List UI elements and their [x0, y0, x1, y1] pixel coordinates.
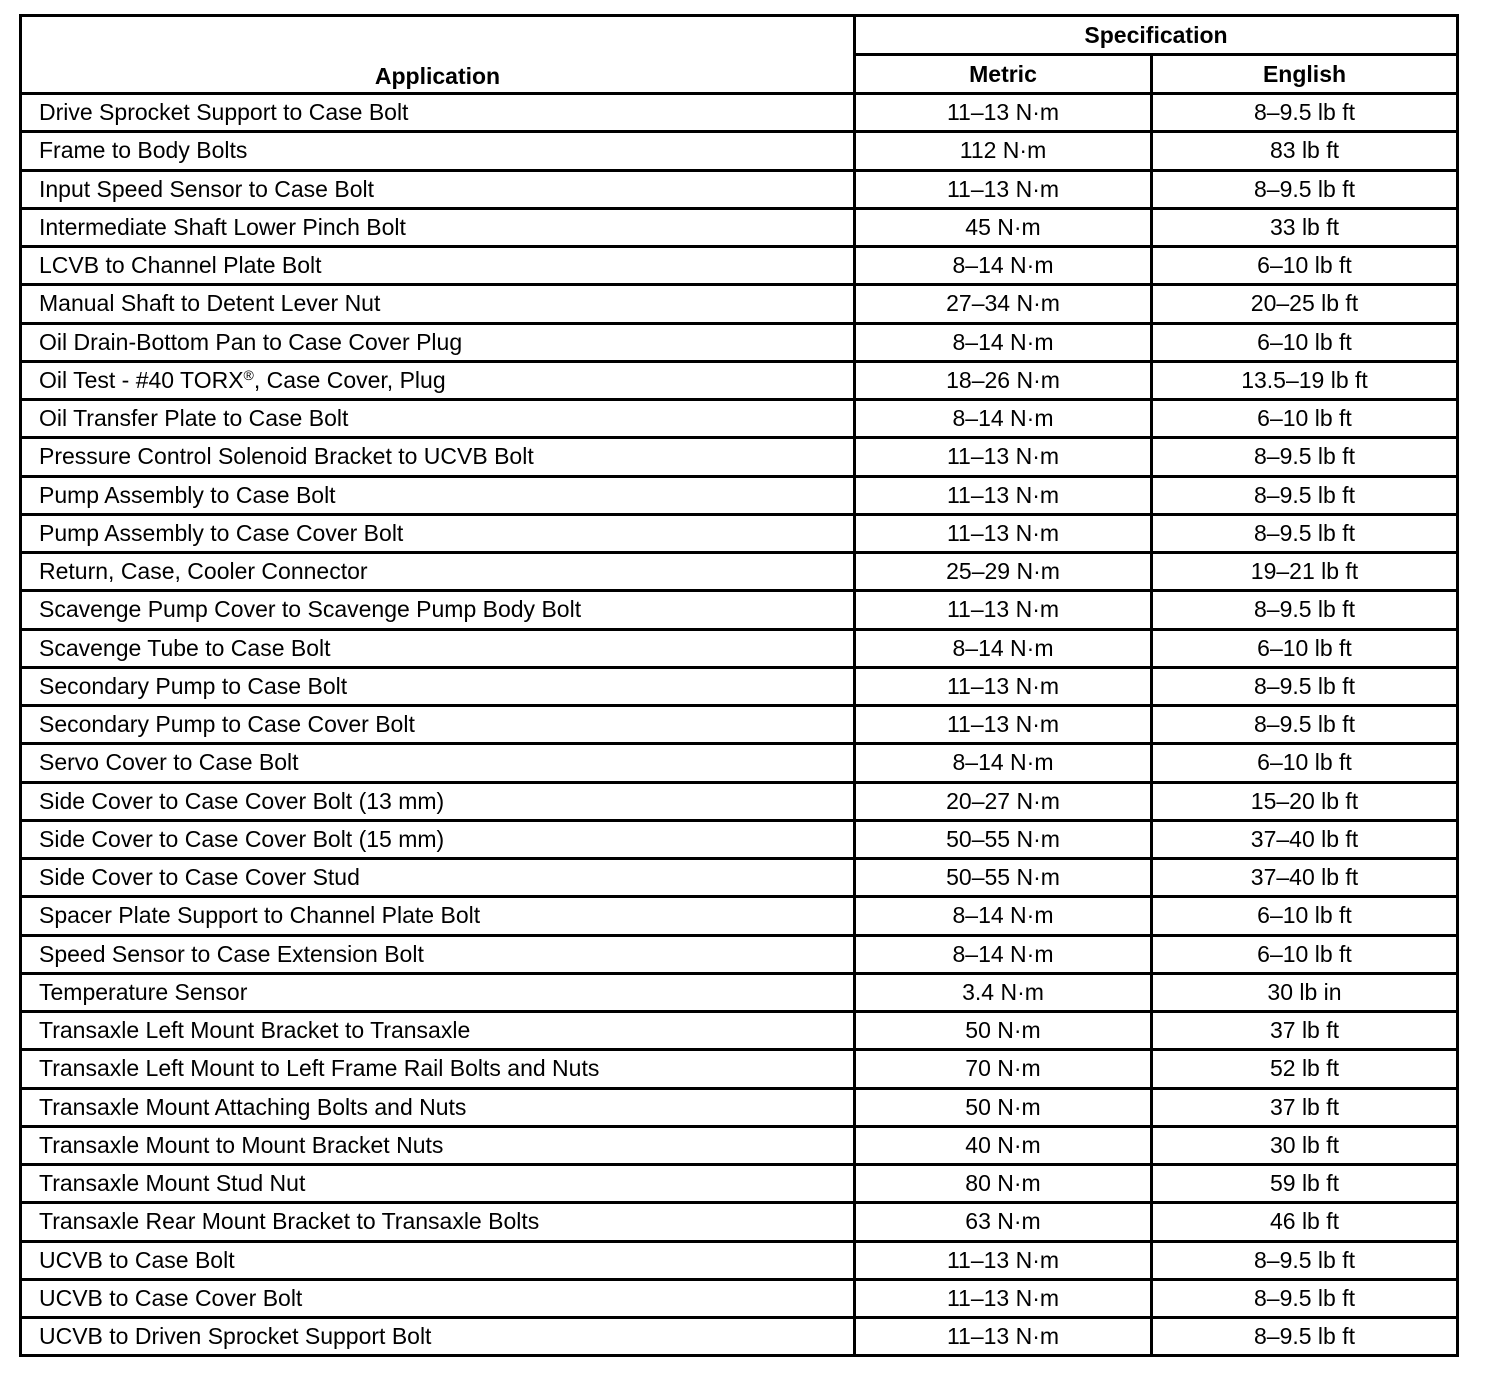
english-value-cell: 8–9.5 lb ft: [1152, 94, 1458, 132]
table-row: [21, 170, 1458, 208]
application-text: Oil Transfer Plate to Case Bolt: [39, 405, 349, 432]
metric-value-cell: 11–13 N·m: [855, 591, 1152, 629]
english-value-cell: 8–9.5 lb ft: [1152, 514, 1458, 552]
metric-value-cell: 27–34 N·m: [855, 285, 1152, 323]
metric-value-cell: 45 N·m: [855, 208, 1152, 246]
application-text: Pump Assembly to Case Cover Bolt: [39, 519, 404, 546]
table-row: [21, 476, 1458, 514]
application-text: UCVB to Case Bolt: [39, 1246, 235, 1273]
metric-value-cell: 11–13 N·m: [855, 706, 1152, 744]
application-text: Transaxle Mount Attaching Bolts and Nuts: [39, 1093, 467, 1120]
table-row: [21, 1241, 1458, 1279]
metric-value-cell: 11–13 N·m: [855, 1279, 1152, 1317]
metric-value-cell: 80 N·m: [855, 1165, 1152, 1203]
application-cell: [21, 1203, 855, 1241]
application-text: Manual Shaft to Detent Lever Nut: [39, 290, 381, 317]
application-text: Frame to Body Bolts: [39, 137, 248, 164]
table-row: [21, 438, 1458, 476]
application-cell: [21, 208, 855, 246]
english-value-cell: 37–40 lb ft: [1152, 820, 1458, 858]
metric-value-cell: 8–14 N·m: [855, 323, 1152, 361]
english-value-cell: 59 lb ft: [1152, 1165, 1458, 1203]
application-cell: [21, 1165, 855, 1203]
english-value-cell: 6–10 lb ft: [1152, 744, 1458, 782]
table-row: [21, 1126, 1458, 1164]
metric-value-cell: 50–55 N·m: [855, 820, 1152, 858]
english-value-cell: 83 lb ft: [1152, 132, 1458, 170]
application-text: UCVB to Case Cover Bolt: [39, 1284, 303, 1311]
table-row: [21, 1012, 1458, 1050]
english-value-cell: 37 lb ft: [1152, 1012, 1458, 1050]
table-row: [21, 400, 1458, 438]
metric-value-cell: 11–13 N·m: [855, 667, 1152, 705]
application-cell: [21, 782, 855, 820]
application-cell: [21, 629, 855, 667]
table-row: [21, 897, 1458, 935]
application-cell: [21, 973, 855, 1011]
column-header-metric: Metric: [855, 55, 1152, 94]
metric-value-cell: 11–13 N·m: [855, 170, 1152, 208]
english-value-cell: 8–9.5 lb ft: [1152, 706, 1458, 744]
application-cell: [21, 285, 855, 323]
english-value-cell: 15–20 lb ft: [1152, 782, 1458, 820]
table-row: [21, 1088, 1458, 1126]
metric-value-cell: 11–13 N·m: [855, 438, 1152, 476]
metric-value-cell: 8–14 N·m: [855, 744, 1152, 782]
application-cell: [21, 323, 855, 361]
application-cell: [21, 400, 855, 438]
metric-value-cell: 63 N·m: [855, 1203, 1152, 1241]
application-cell: [21, 591, 855, 629]
table-row: [21, 859, 1458, 897]
application-text: Pressure Control Solenoid Bracket to UCVB Bolt: [39, 443, 534, 470]
application-cell: [21, 361, 855, 399]
application-cell: [21, 667, 855, 705]
application-cell: [21, 170, 855, 208]
metric-value-cell: 11–13 N·m: [855, 514, 1152, 552]
application-cell: [21, 935, 855, 973]
application-text: Transaxle Mount to Mount Bracket Nuts: [39, 1131, 444, 1158]
application-text: Oil Test - #40 TORX: [39, 366, 244, 393]
application-text: Temperature Sensor: [39, 978, 248, 1005]
application-cell: [21, 1241, 855, 1279]
table-row: [21, 629, 1458, 667]
application-text: Drive Sprocket Support to Case Bolt: [39, 99, 409, 126]
metric-value-cell: 50 N·m: [855, 1012, 1152, 1050]
english-value-cell: 6–10 lb ft: [1152, 400, 1458, 438]
application-text: Transaxle Mount Stud Nut: [39, 1170, 306, 1197]
table-row: [21, 935, 1458, 973]
english-value-cell: 8–9.5 lb ft: [1152, 170, 1458, 208]
metric-value-cell: 8–14 N·m: [855, 247, 1152, 285]
table-row: [21, 285, 1458, 323]
english-value-cell: 8–9.5 lb ft: [1152, 591, 1458, 629]
application-cell: [21, 706, 855, 744]
application-text: Secondary Pump to Case Bolt: [39, 672, 348, 699]
application-text: Transaxle Left Mount Bracket to Transaxle: [39, 1017, 471, 1044]
application-text: Scavenge Pump Cover to Scavenge Pump Body Bolt: [39, 596, 582, 623]
table-row: [21, 247, 1458, 285]
english-value-cell: 8–9.5 lb ft: [1152, 1318, 1458, 1356]
application-text: Side Cover to Case Cover Stud: [39, 864, 360, 891]
application-text: Spacer Plate Support to Channel Plate Bolt: [39, 902, 481, 929]
english-value-cell: 33 lb ft: [1152, 208, 1458, 246]
metric-value-cell: 20–27 N·m: [855, 782, 1152, 820]
english-value-cell: 52 lb ft: [1152, 1050, 1458, 1088]
metric-value-cell: 11–13 N·m: [855, 476, 1152, 514]
application-cell: [21, 476, 855, 514]
english-value-cell: 6–10 lb ft: [1152, 323, 1458, 361]
table-row: [21, 706, 1458, 744]
application-cell: [21, 744, 855, 782]
english-value-cell: 19–21 lb ft: [1152, 553, 1458, 591]
application-text: UCVB to Driven Sprocket Support Bolt: [39, 1323, 432, 1350]
metric-value-cell: 3.4 N·m: [855, 973, 1152, 1011]
english-value-cell: 8–9.5 lb ft: [1152, 1279, 1458, 1317]
english-value-cell: 8–9.5 lb ft: [1152, 438, 1458, 476]
registered-mark: ®: [243, 366, 254, 383]
application-text: Transaxle Rear Mount Bracket to Transaxle Bolts: [39, 1208, 540, 1235]
english-value-cell: 6–10 lb ft: [1152, 897, 1458, 935]
table-row: [21, 820, 1458, 858]
table-row: [21, 1050, 1458, 1088]
metric-value-cell: 8–14 N·m: [855, 897, 1152, 935]
english-value-cell: 46 lb ft: [1152, 1203, 1458, 1241]
english-value-cell: 30 lb ft: [1152, 1126, 1458, 1164]
application-cell: [21, 1012, 855, 1050]
metric-value-cell: 50 N·m: [855, 1088, 1152, 1126]
application-cell: [21, 1050, 855, 1088]
application-text: Input Speed Sensor to Case Bolt: [39, 175, 374, 202]
application-text: Speed Sensor to Case Extension Bolt: [39, 940, 424, 967]
table-row: [21, 1165, 1458, 1203]
table-row: [21, 744, 1458, 782]
metric-value-cell: 8–14 N·m: [855, 629, 1152, 667]
application-text: Transaxle Left Mount to Left Frame Rail Bolts and Nuts: [39, 1055, 600, 1082]
metric-value-cell: 112 N·m: [855, 132, 1152, 170]
table-row: [21, 208, 1458, 246]
metric-value-cell: 25–29 N·m: [855, 553, 1152, 591]
application-cell: [21, 1126, 855, 1164]
application-cell: [21, 514, 855, 552]
english-value-cell: 37–40 lb ft: [1152, 859, 1458, 897]
application-text: Scavenge Tube to Case Bolt: [39, 634, 331, 661]
application-cell: [21, 1088, 855, 1126]
application-text: Side Cover to Case Cover Bolt (15 mm): [39, 825, 445, 852]
metric-value-cell: 50–55 N·m: [855, 859, 1152, 897]
metric-value-cell: 70 N·m: [855, 1050, 1152, 1088]
table-row: [21, 1279, 1458, 1317]
table-row: [21, 973, 1458, 1011]
column-header-specification: Specification: [855, 16, 1458, 55]
metric-value-cell: 11–13 N·m: [855, 94, 1152, 132]
metric-value-cell: 8–14 N·m: [855, 400, 1152, 438]
application-cell: [21, 132, 855, 170]
application-cell: [21, 94, 855, 132]
application-cell: [21, 820, 855, 858]
application-cell: [21, 1279, 855, 1317]
application-cell: [21, 553, 855, 591]
application-text: Oil Drain-Bottom Pan to Case Cover Plug: [39, 328, 463, 355]
english-value-cell: 13.5–19 lb ft: [1152, 361, 1458, 399]
table-header-row: [21, 16, 1458, 55]
table-row: [21, 94, 1458, 132]
application-text: Side Cover to Case Cover Bolt (13 mm): [39, 787, 445, 814]
metric-value-cell: 40 N·m: [855, 1126, 1152, 1164]
application-text: Pump Assembly to Case Bolt: [39, 481, 336, 508]
table-row: [21, 1203, 1458, 1241]
metric-value-cell: 11–13 N·m: [855, 1318, 1152, 1356]
application-text: Servo Cover to Case Bolt: [39, 749, 299, 776]
application-cell: [21, 247, 855, 285]
english-value-cell: 20–25 lb ft: [1152, 285, 1458, 323]
english-value-cell: 37 lb ft: [1152, 1088, 1458, 1126]
table-row: [21, 667, 1458, 705]
metric-value-cell: 11–13 N·m: [855, 1241, 1152, 1279]
english-value-cell: 6–10 lb ft: [1152, 629, 1458, 667]
english-value-cell: 8–9.5 lb ft: [1152, 1241, 1458, 1279]
english-value-cell: 30 lb in: [1152, 973, 1458, 1011]
table-row: [21, 323, 1458, 361]
fastener-torque-specification-table: [19, 14, 1459, 1357]
metric-value-cell: 8–14 N·m: [855, 935, 1152, 973]
application-cell: [21, 859, 855, 897]
table-row: [21, 132, 1458, 170]
table-row: [21, 553, 1458, 591]
table-row: [21, 514, 1458, 552]
table-row: [21, 361, 1458, 399]
metric-value-cell: 18–26 N·m: [855, 361, 1152, 399]
application-text: Return, Case, Cooler Connector: [39, 558, 368, 585]
application-cell: [21, 897, 855, 935]
column-header-english: English: [1152, 55, 1458, 94]
table-row: [21, 591, 1458, 629]
application-text: LCVB to Channel Plate Bolt: [39, 252, 322, 279]
english-value-cell: 6–10 lb ft: [1152, 935, 1458, 973]
table-body: [21, 94, 1458, 1356]
table-row: [21, 782, 1458, 820]
english-value-cell: 6–10 lb ft: [1152, 247, 1458, 285]
english-value-cell: 8–9.5 lb ft: [1152, 667, 1458, 705]
english-value-cell: 8–9.5 lb ft: [1152, 476, 1458, 514]
table-row: [21, 1318, 1458, 1356]
application-cell: [21, 1318, 855, 1356]
application-text-suffix: , Case Cover, Plug: [253, 366, 446, 393]
column-header-application: Application: [21, 16, 855, 94]
application-text: Secondary Pump to Case Cover Bolt: [39, 711, 415, 738]
application-text: Intermediate Shaft Lower Pinch Bolt: [39, 213, 406, 240]
application-cell: [21, 438, 855, 476]
